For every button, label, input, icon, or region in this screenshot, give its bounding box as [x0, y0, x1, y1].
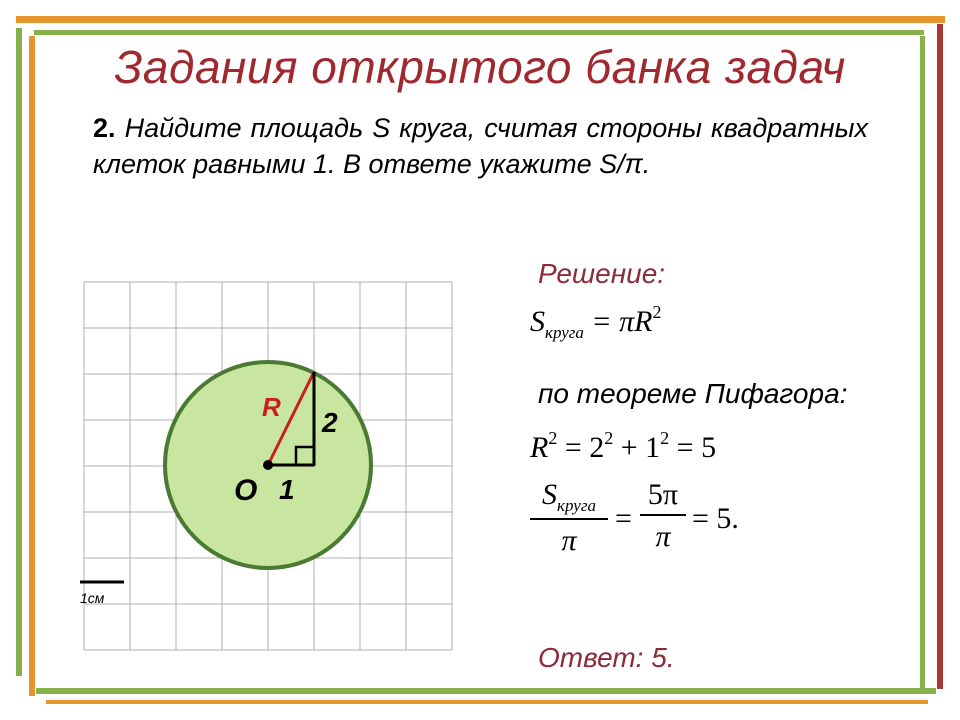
problem-text: Найдите площадь S круга, считая стороны квадратных клеток равными 1. В ответе укажите S/π. [93, 113, 868, 179]
answer: Ответ: 5. [538, 642, 675, 673]
equals-sign: = [615, 502, 632, 535]
area-symbol: S [530, 305, 545, 338]
final-result: = 5. [692, 502, 739, 535]
problem-number: 2. [93, 113, 116, 143]
fraction2-denominator: π [655, 519, 671, 553]
scale-label: 1см [80, 590, 105, 606]
area-rhs: = πR [591, 305, 653, 338]
fraction-five-pi-over-pi [640, 478, 686, 554]
one-exponent: 2 [660, 428, 670, 448]
area-exponent: 2 [652, 302, 662, 322]
two-exponent: 2 [604, 428, 614, 448]
center-point [263, 460, 273, 470]
formula2-result: = 5 [676, 431, 717, 464]
pythagoras-label: по теореме Пифагора: [538, 378, 848, 409]
leg-horizontal-label: 1 [279, 474, 295, 505]
r-symbol: R [530, 431, 549, 464]
radius-label: R [262, 392, 281, 422]
fraction1-numerator-sub: круга [557, 496, 596, 515]
fraction1-denominator: π [561, 523, 577, 557]
solution-heading: Решение: [538, 258, 666, 289]
pythagoras-formula [530, 428, 716, 465]
fraction-area-over-pi [530, 478, 608, 558]
page-title: Задания открытого банка задач [114, 41, 846, 93]
area-formula [530, 302, 662, 343]
eq-two: = 2 [564, 431, 605, 464]
fraction1-numerator: S [542, 478, 558, 511]
r-exponent: 2 [548, 428, 558, 448]
plus-one: + 1 [620, 431, 661, 464]
center-label: O [234, 474, 258, 507]
fraction1-bar [530, 518, 608, 520]
area-subscript: круга [545, 323, 584, 342]
fraction2-bar [640, 514, 686, 516]
leg-vertical-label: 2 [322, 407, 338, 438]
fraction2-numerator: 5π [647, 478, 679, 511]
